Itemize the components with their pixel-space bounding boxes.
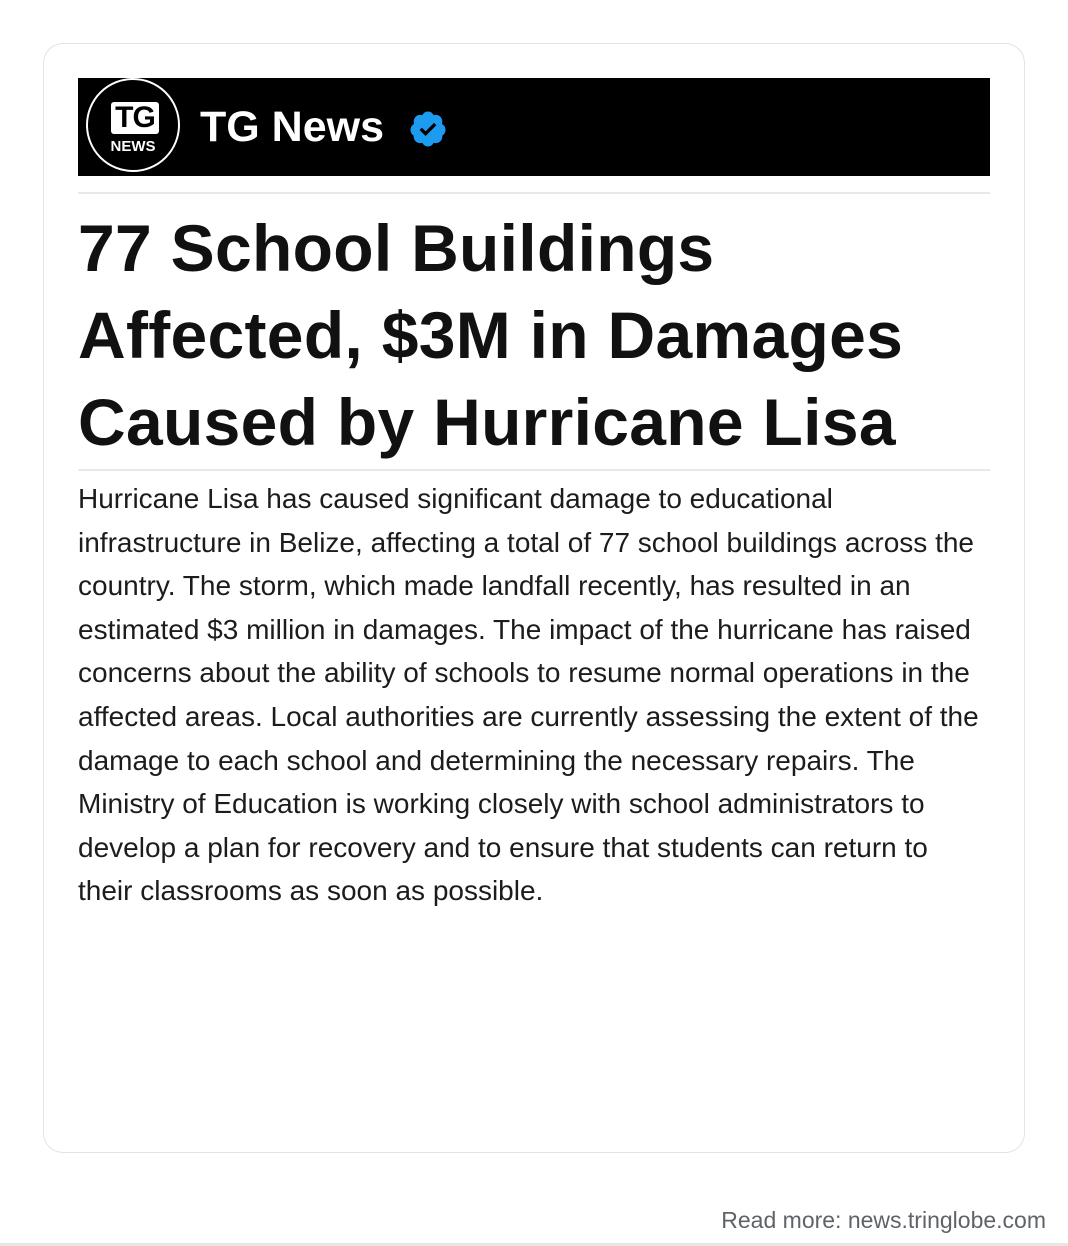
publisher-header	[78, 78, 990, 176]
publisher-name: TG News	[200, 103, 384, 151]
verified-badge-icon	[408, 109, 448, 149]
headline-divider	[78, 469, 990, 471]
logo-tg-text: TG	[111, 102, 159, 134]
logo-news-text: NEWS	[110, 138, 156, 155]
read-more-link[interactable]: Read more: news.tringlobe.com	[721, 1207, 1046, 1233]
publisher-logo	[86, 78, 180, 172]
article-headline: 77 School Buildings Affected, $3M in Damages Caused by Hurricane Lisa	[78, 211, 904, 459]
header-divider	[78, 192, 990, 194]
article-body: Hurricane Lisa has caused significant damage to educational infrastructure in Belize, affecting a total of 77 school buildings across the country. The storm, which made landfall recently, has resulted in an estimated $3 million in damages. The impact of the hurricane has raised concerns about the ability of schools to resume normal operations in the affected areas. Local authorities are currently assessing the extent of the damage to each school and determining the necessary repairs. The Ministry of Education is working closely with school administrators to develop a plan for recovery and to ensure that students can return to their classrooms as soon as possible.	[78, 483, 979, 907]
